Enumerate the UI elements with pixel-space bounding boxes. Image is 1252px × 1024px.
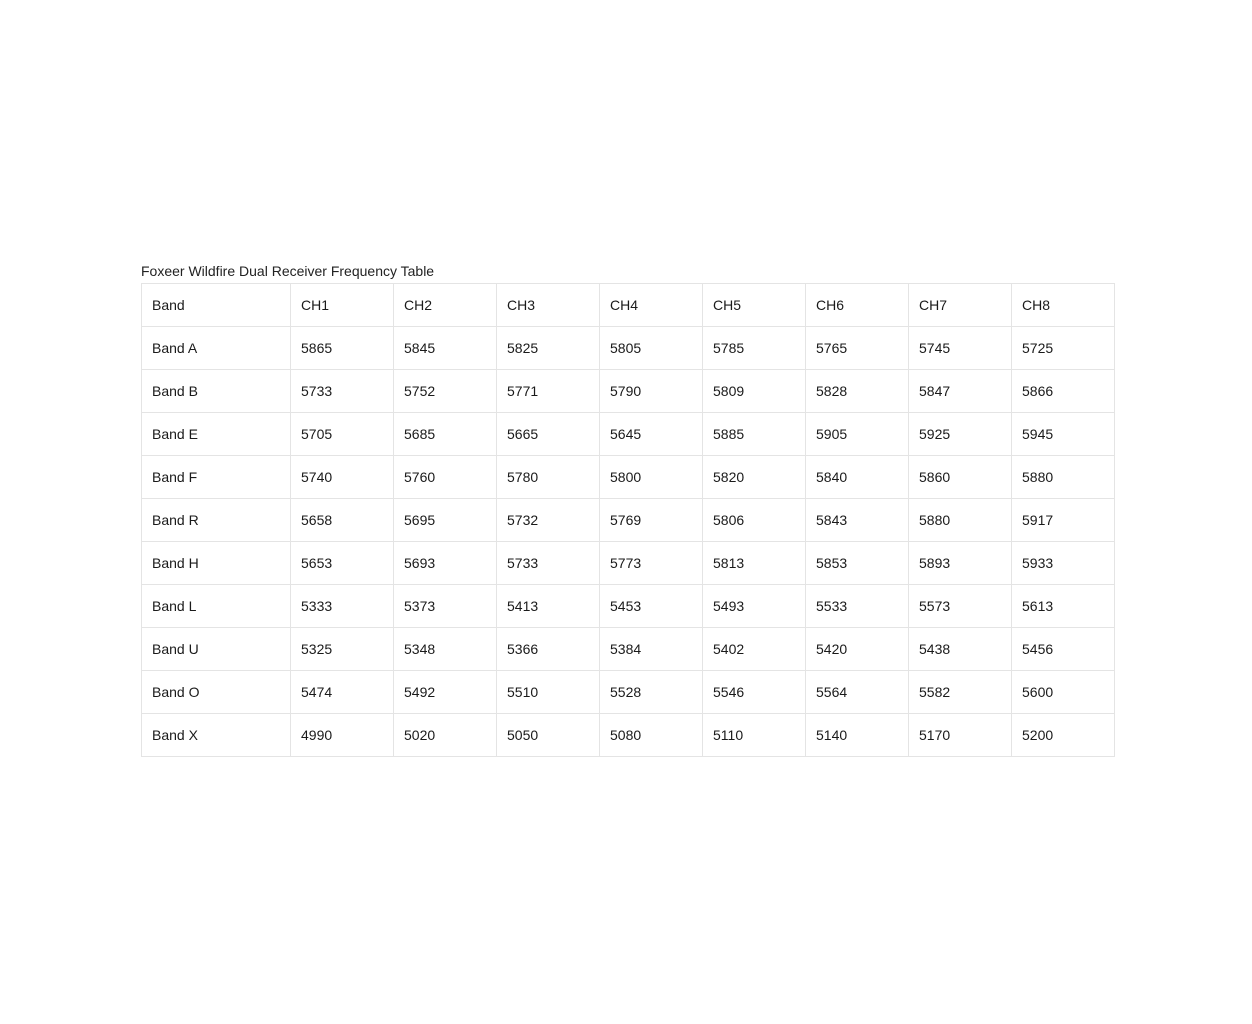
band-name-cell: Band E [142,413,291,456]
band-name-cell: Band L [142,585,291,628]
frequency-cell: 5474 [291,671,394,714]
table-row [142,456,1115,499]
header-cell: CH7 [909,284,1012,327]
frequency-cell: 5732 [497,499,600,542]
frequency-cell: 5533 [806,585,909,628]
frequency-cell: 5845 [394,327,497,370]
frequency-cell: 5366 [497,628,600,671]
frequency-cell: 5725 [1012,327,1115,370]
frequency-cell: 5645 [600,413,703,456]
frequency-cell: 5582 [909,671,1012,714]
header-cell: CH5 [703,284,806,327]
frequency-cell: 5733 [497,542,600,585]
frequency-cell: 5780 [497,456,600,499]
frequency-cell: 5933 [1012,542,1115,585]
frequency-cell: 5420 [806,628,909,671]
frequency-cell: 5413 [497,585,600,628]
band-name-cell: Band X [142,714,291,757]
band-name-cell: Band B [142,370,291,413]
frequency-cell: 5733 [291,370,394,413]
frequency-cell: 5813 [703,542,806,585]
frequency-cell: 5771 [497,370,600,413]
band-name-cell: Band H [142,542,291,585]
frequency-cell: 5840 [806,456,909,499]
frequency-cell: 5453 [600,585,703,628]
frequency-cell: 5685 [394,413,497,456]
frequency-cell: 4990 [291,714,394,757]
band-name-cell: Band O [142,671,291,714]
frequency-cell: 5740 [291,456,394,499]
frequency-cell: 5528 [600,671,703,714]
frequency-cell: 5885 [703,413,806,456]
frequency-cell: 5200 [1012,714,1115,757]
header-cell: CH2 [394,284,497,327]
frequency-cell: 5546 [703,671,806,714]
frequency-cell: 5705 [291,413,394,456]
frequency-cell: 5325 [291,628,394,671]
header-cell: CH4 [600,284,703,327]
frequency-cell: 5080 [600,714,703,757]
frequency-cell: 5806 [703,499,806,542]
frequency-cell: 5880 [909,499,1012,542]
header-cell: CH6 [806,284,909,327]
frequency-cell: 5773 [600,542,703,585]
frequency-cell: 5493 [703,585,806,628]
frequency-cell: 5384 [600,628,703,671]
table-header-row [142,284,1115,327]
frequency-cell: 5847 [909,370,1012,413]
frequency-cell: 5765 [806,327,909,370]
frequency-cell: 5456 [1012,628,1115,671]
table-row [142,542,1115,585]
frequency-cell: 5925 [909,413,1012,456]
band-name-cell: Band A [142,327,291,370]
table-row [142,327,1115,370]
frequency-cell: 5785 [703,327,806,370]
table-caption: Foxeer Wildfire Dual Receiver Frequency Table [141,263,435,279]
band-name-cell: Band U [142,628,291,671]
frequency-cell: 5665 [497,413,600,456]
frequency-cell: 5693 [394,542,497,585]
frequency-cell: 5348 [394,628,497,671]
frequency-cell: 5905 [806,413,909,456]
frequency-cell: 5438 [909,628,1012,671]
frequency-cell: 5333 [291,585,394,628]
frequency-cell: 5020 [394,714,497,757]
table-row [142,628,1115,671]
band-name-cell: Band F [142,456,291,499]
frequency-cell: 5745 [909,327,1012,370]
frequency-cell: 5800 [600,456,703,499]
frequency-cell: 5805 [600,327,703,370]
frequency-cell: 5866 [1012,370,1115,413]
table-row [142,413,1115,456]
frequency-cell: 5110 [703,714,806,757]
frequency-cell: 5752 [394,370,497,413]
frequency-cell: 5853 [806,542,909,585]
frequency-cell: 5843 [806,499,909,542]
frequency-cell: 5170 [909,714,1012,757]
frequency-cell: 5893 [909,542,1012,585]
table-row [142,714,1115,757]
frequency-cell: 5373 [394,585,497,628]
frequency-cell: 5613 [1012,585,1115,628]
header-cell: CH8 [1012,284,1115,327]
frequency-cell: 5653 [291,542,394,585]
header-cell: CH1 [291,284,394,327]
frequency-cell: 5790 [600,370,703,413]
frequency-cell: 5917 [1012,499,1115,542]
frequency-cell: 5564 [806,671,909,714]
frequency-cell: 5809 [703,370,806,413]
frequency-table [141,283,1115,757]
frequency-cell: 5492 [394,671,497,714]
frequency-cell: 5510 [497,671,600,714]
frequency-cell: 5865 [291,327,394,370]
frequency-cell: 5860 [909,456,1012,499]
frequency-cell: 5573 [909,585,1012,628]
frequency-cell: 5050 [497,714,600,757]
frequency-cell: 5760 [394,456,497,499]
band-name-cell: Band R [142,499,291,542]
frequency-cell: 5945 [1012,413,1115,456]
table-row [142,671,1115,714]
frequency-cell: 5658 [291,499,394,542]
header-cell: Band [142,284,291,327]
frequency-cell: 5769 [600,499,703,542]
frequency-cell: 5820 [703,456,806,499]
table-row [142,585,1115,628]
frequency-cell: 5828 [806,370,909,413]
table-row [142,499,1115,542]
frequency-cell: 5880 [1012,456,1115,499]
frequency-cell: 5140 [806,714,909,757]
frequency-cell: 5600 [1012,671,1115,714]
table-row [142,370,1115,413]
frequency-cell: 5402 [703,628,806,671]
frequency-cell: 5695 [394,499,497,542]
header-cell: CH3 [497,284,600,327]
frequency-cell: 5825 [497,327,600,370]
